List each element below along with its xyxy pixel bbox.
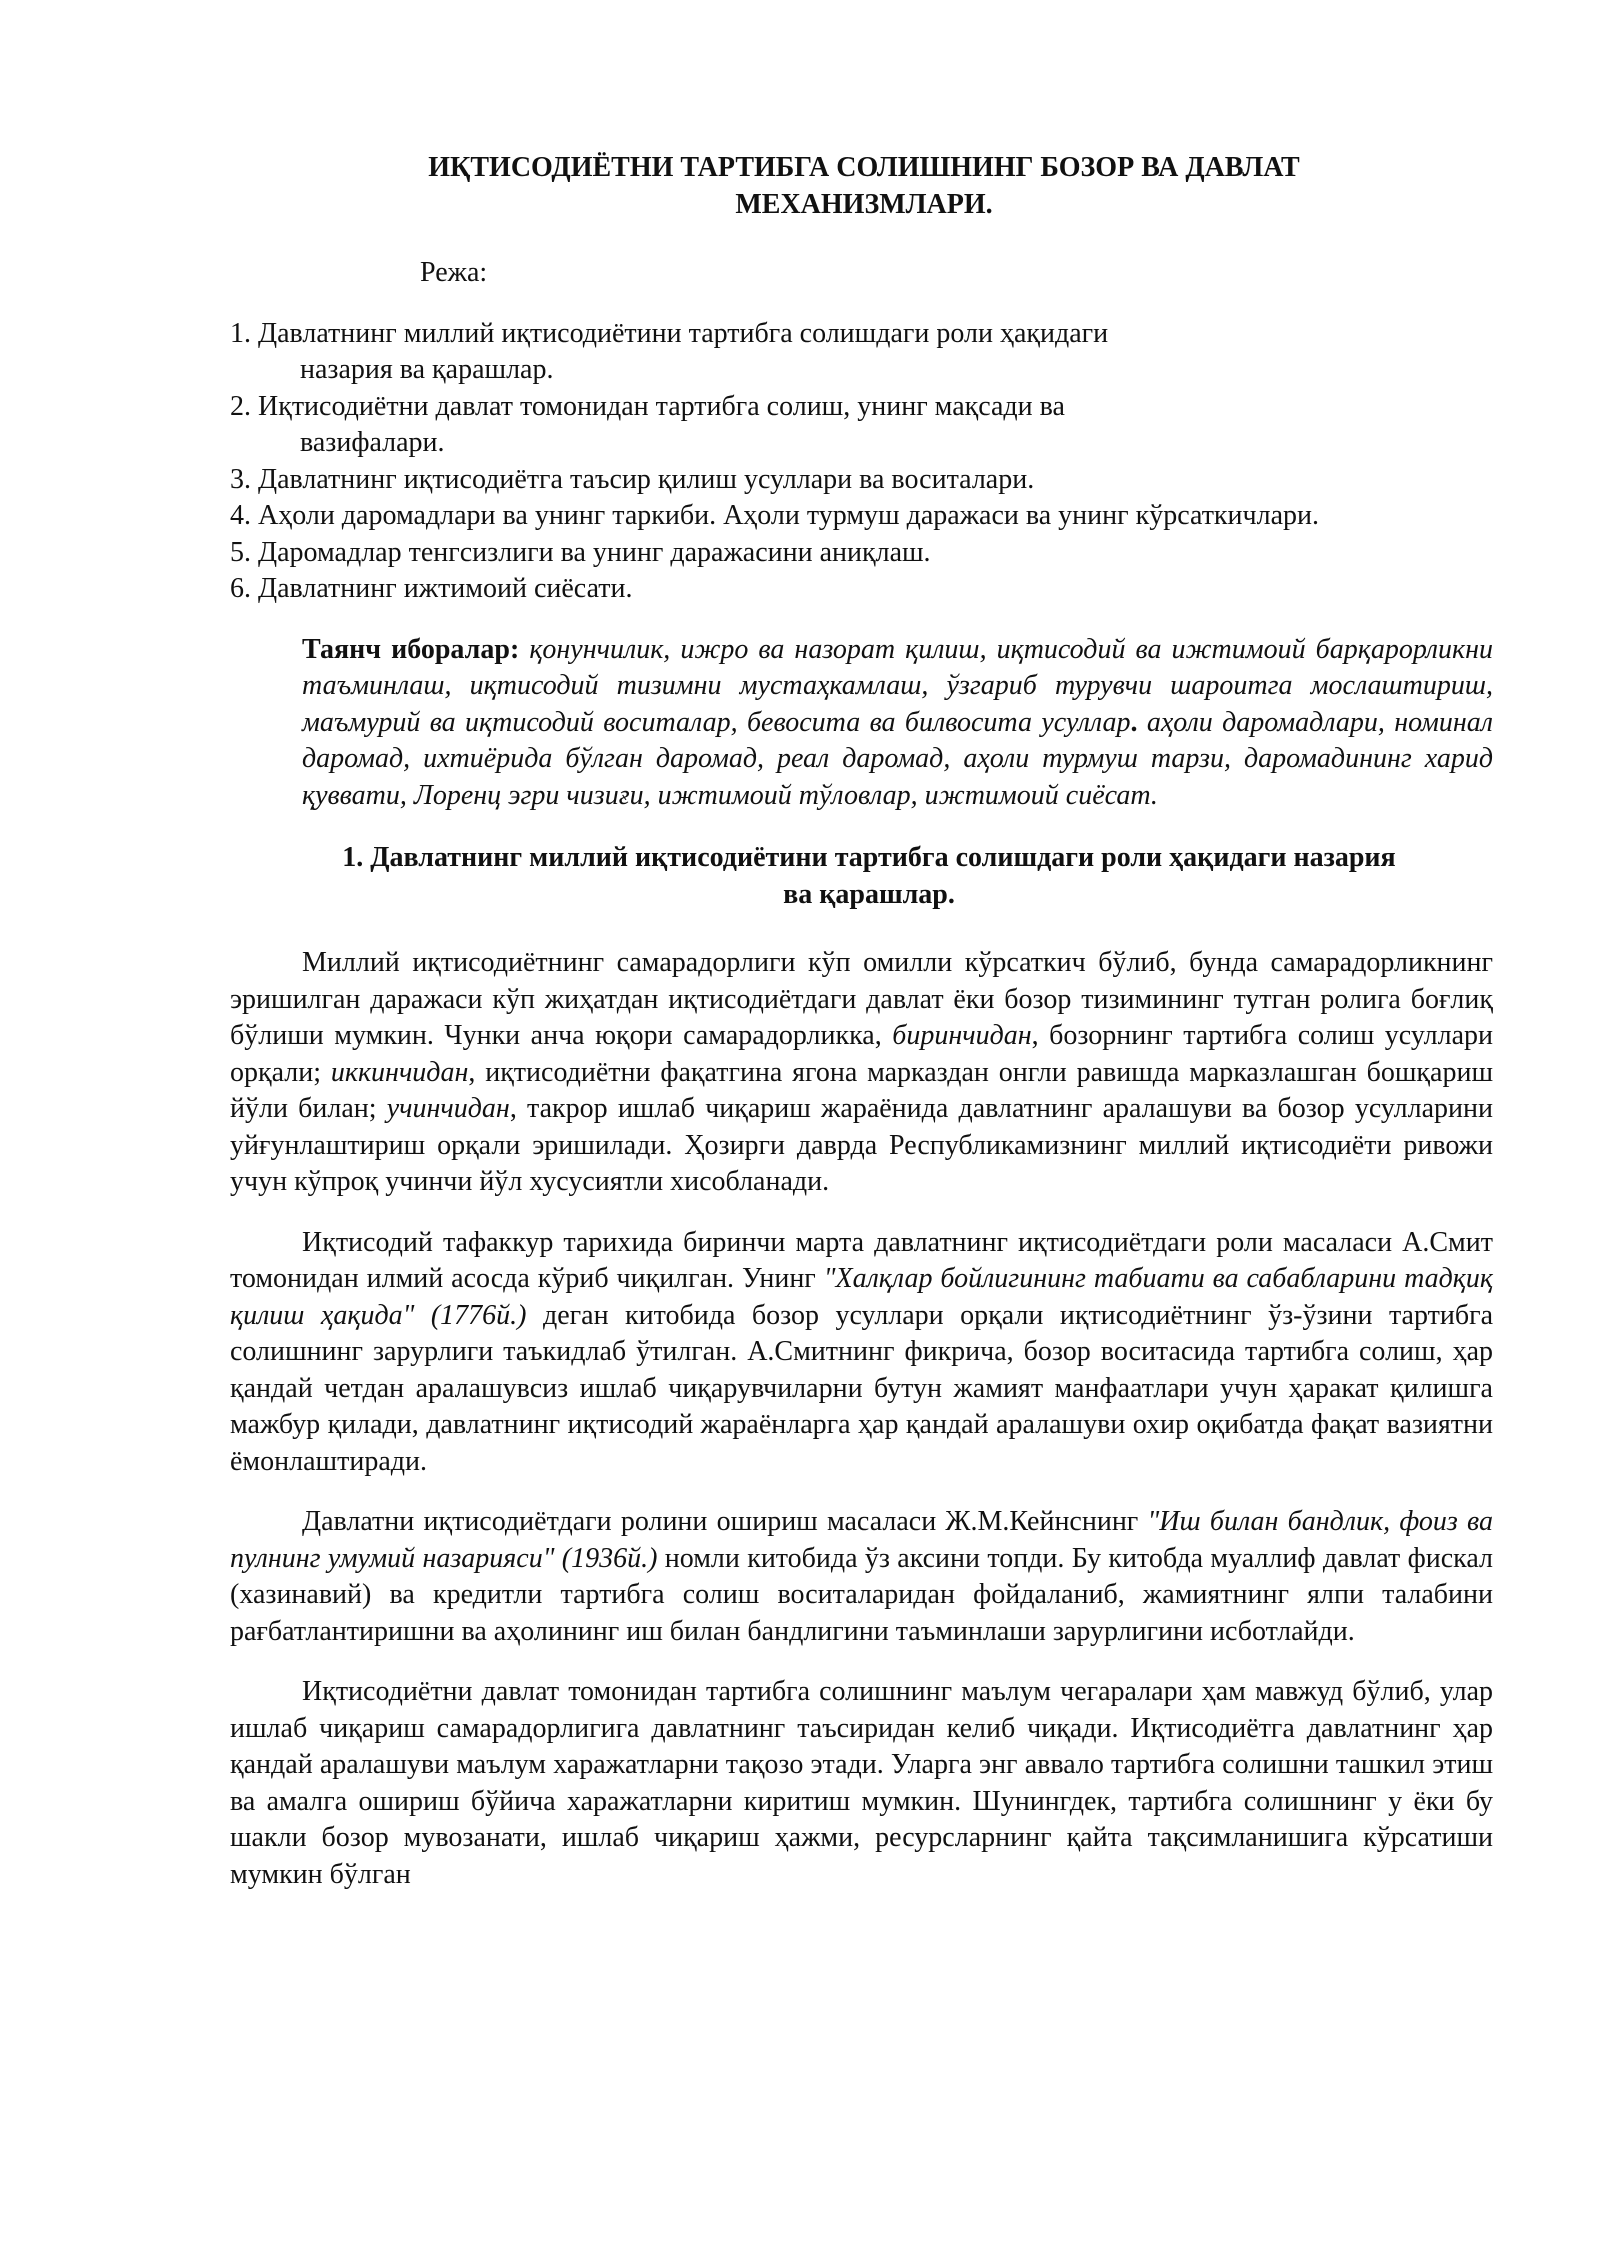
plan-item-text: 4. Аҳоли даромадлари ва унинг таркиби. Аҳоли турмуш даражаси ва унинг кўрсаткичлари. bbox=[230, 500, 1319, 531]
plan-item-text: 5. Даромадлар тенгсизлиги ва унинг даражасини аниқлаш. bbox=[230, 536, 931, 568]
plan-item bbox=[230, 571, 1493, 608]
plan-list bbox=[230, 316, 1493, 608]
paragraph-2 bbox=[230, 1225, 1493, 1481]
plan-item-continuation: назария ва қарашлар. bbox=[300, 354, 554, 385]
keywords-text-1: қонунчилик, ижро ва назорат қилиш, иқтисодий ва ижтимоий барқарорликни таъминлаш, иқтисодий тизимни мустаҳкамлаш, ўзгариб турувчи шароитга мослаштириш, маъмурий ва иқтисодий воситалар, бевосита ва билвосита усуллар bbox=[302, 633, 1493, 738]
text-run: деган китобида бозор усуллари орқали иқтисодиётнинг ўз-ўзини тартибга солишнинг зарурлиги таъкидлаб ўтилган. А.Смитнинг фикрича, бозор воситасида тартибга солиш, ҳар қандай четдан аралашувсиз ишлаб чиқарувчиларни бутун жамият манфаатлари учун ҳаракат қилишга мажбур қилади, давлатнинг иқтисодий жараёнларга ҳар қандай аралашуви охир оқибатда фақат вазиятни ёмонлаштиради. bbox=[230, 1299, 1493, 1477]
paragraph-1 bbox=[230, 945, 1493, 1201]
keywords-separator: . bbox=[1130, 706, 1138, 738]
book-title: "Иш билан бандлик, фоиз ва пулнинг умумий назарияси" (1936й.) bbox=[230, 1506, 1494, 1574]
italic-run: биринчидан bbox=[892, 1020, 1032, 1051]
plan-item-text: 6. Давлатнинг ижтимоий сиёсати. bbox=[230, 573, 633, 604]
italic-run: учинчидан bbox=[386, 1093, 510, 1124]
title-line-2: МЕХАНИЗМЛАРИ. bbox=[735, 188, 993, 220]
italic-run: иккинчидан bbox=[330, 1056, 469, 1088]
document-title bbox=[230, 150, 1493, 223]
plan-item bbox=[230, 462, 1493, 499]
plan-item-text: 3. Давлатнинг иқтисодиётга таъсир қилиш усуллари ва воситалари. bbox=[230, 463, 1035, 495]
text-run: , такрор ишлаб чиқариш жараёнида давлатнинг аралашуви ва бозор усулларини уйғунлаштириш орқали эришилади. Ҳозирги даврда Республикамизнинг миллий иқтисодиёти ривожи учун кўпроқ учинчи йўл хусусиятли хисобланади. bbox=[230, 1093, 1494, 1197]
keywords-label: Таянч иборалар: bbox=[302, 633, 520, 665]
section-heading bbox=[230, 840, 1493, 913]
text-run: , бозорнинг тартибга солиш усуллари орқали; bbox=[230, 1020, 1493, 1088]
text-run: Миллий иқтисодиётнинг самарадорлиги кўп омилли кўрсаткич бўлиб, бунда самарадорликнинг эришилган даражаси кўп жиҳатдан иқтисодиётдаги давлат ёки бозор тизимининг тутган ролига боғлиқ бўлиши мумкин. Чунки анча юқори самарадорликка, bbox=[230, 947, 1493, 1051]
text-run: Давлатни иқтисодиётдаги ролини ошириш масаласи Ж.М.Кейнснинг bbox=[302, 1506, 1148, 1537]
keywords-text-2: аҳоли даромадлари, номинал даромад, ихтиёрида бўлган даромад, реал даромад, аҳоли турмуш тарзи, даромадининг харид қуввати, Лоренц эгри чизиғи, ижтимоий тўловлар, ижтимоий сиёсат. bbox=[302, 706, 1493, 811]
text-run: номли китобида ўз аксини топди. Бу китобда муаллиф давлат фискал (хазинавий) ва кредитли тартибга солиш воситаларидан фойдаланиб, жамиятнинг ялпи талабини рағбатлантиришни ва аҳолининг иш билан бандлигини таъминлаши зарурлигини исботлайди. bbox=[230, 1542, 1493, 1647]
plan-item bbox=[230, 535, 1493, 572]
plan-item-text: 2. Иқтисодиётни давлат томонидан тартибга солиш, унинг мақсади ва bbox=[230, 390, 1065, 422]
keywords-block bbox=[302, 632, 1493, 815]
plan-item-continuation: вазифалари. bbox=[300, 427, 445, 458]
paragraph-4 bbox=[230, 1674, 1493, 1893]
text-run: , иқтисодиётни фақатгина ягона марказдан онгли равишда марказлашган бошқариш йўли билан; bbox=[230, 1056, 1493, 1124]
plan-item-text: 1. Давлатнинг миллий иқтисодиётини тартибга солишдаги роли ҳақидаги bbox=[230, 317, 1109, 349]
plan-item bbox=[230, 498, 1493, 535]
plan-item bbox=[230, 389, 1493, 462]
text-run: Иқтисодиётни давлат томонидан тартибга солишнинг маълум чегаралари ҳам мавжуд бўлиб, улар ишлаб чиқариш самарадорлигига давлатнинг таъсиридан келиб чиқади. Иқтисодиётга давлатнинг ҳар қандай аралашуви маълум харажатларни тақозо этади. Уларга энг аввало тартибга солишни ташкил этиш ва амалга ошириш бўйича харажатларни киритиш мумкин. Шунингдек, тартибга солишнинг у ёки бу шакли бозор мувозанати, ишлаб чиқариш ҳажми, ресурсларнинг қайта тақсимланишига кўрсатиши мумкин бўлган bbox=[230, 1676, 1493, 1890]
section-heading-line-1: 1. Давлатнинг миллий иқтисодиётини тартибга солишдаги роли ҳақидаги назария bbox=[342, 842, 1396, 873]
plan-item bbox=[230, 316, 1493, 389]
section-heading-line-2: ва қарашлар. bbox=[783, 878, 955, 910]
plan-label: Режа: bbox=[420, 257, 488, 288]
paragraph-3 bbox=[230, 1504, 1493, 1650]
text-run: Иқтисодий тафаккур тарихида биринчи марта давлатнинг иқтисодиётдаги роли масаласи А.Смит томонидан илмий асосда кўриб чиқилган. Унинг bbox=[230, 1226, 1493, 1294]
book-title: "Халқлар бойлигининг табиати ва сабабларини тадқиқ қилиш ҳақида" (1776й.) bbox=[230, 1263, 1493, 1331]
title-line-1: ИҚТИСОДИЁТНИ ТАРТИБГА СОЛИШНИНГ БОЗОР ВА ДАВЛАТ bbox=[428, 152, 1300, 183]
